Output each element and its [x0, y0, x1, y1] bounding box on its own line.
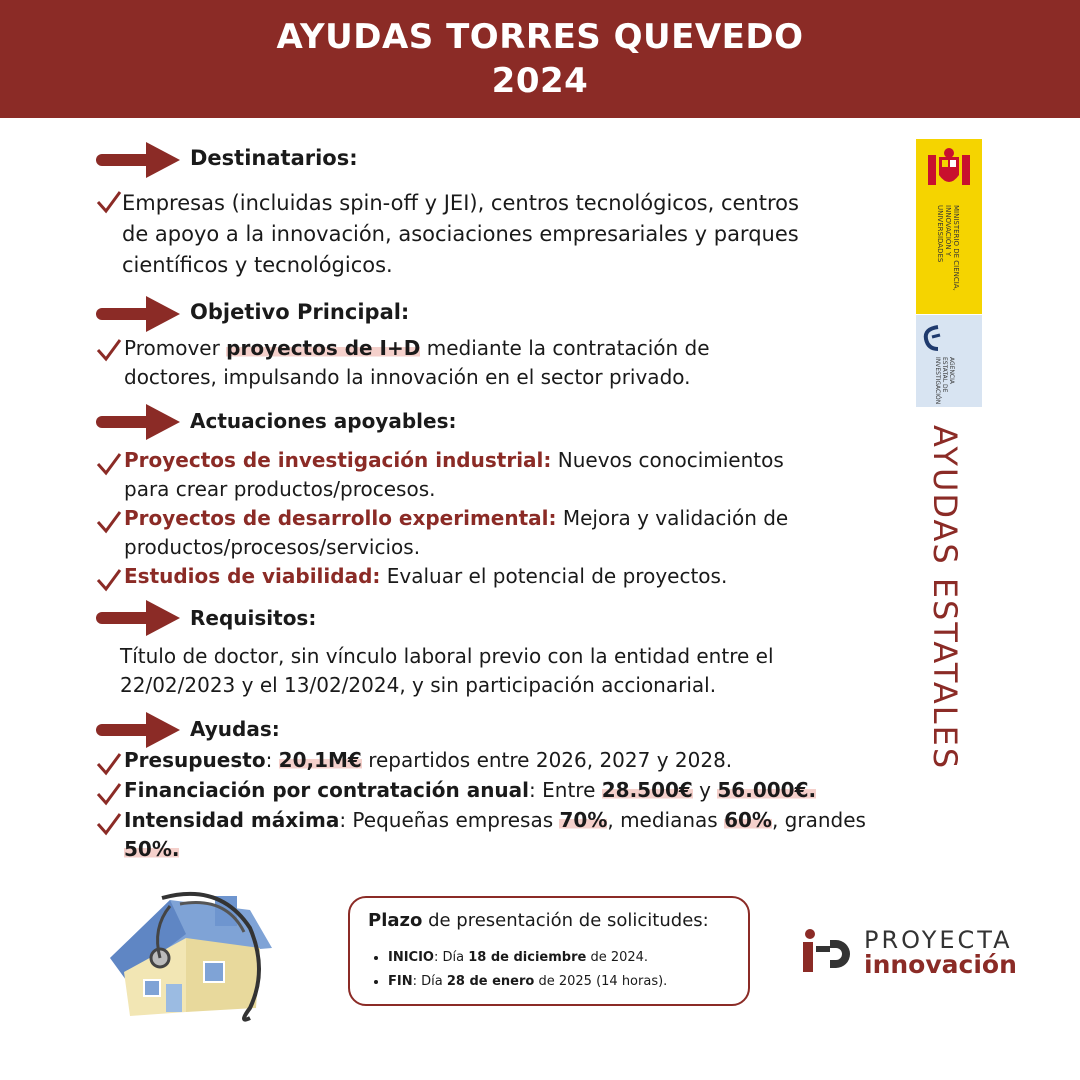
check-icon — [96, 752, 122, 776]
check-icon — [96, 510, 122, 534]
agencia-logo — [916, 315, 982, 407]
arrow-right-icon — [96, 598, 180, 638]
ayuda-intensidad: Intensidad máxima: Pequeñas empresas 70%, medianas 60%, grandes 50%. — [124, 808, 866, 861]
objetivo-text: Promover proyectos de I+D mediante la contratación de doctores, impulsando la innovación en el sector privado. — [124, 336, 710, 389]
actuacion-item: Estudios de viabilidad: Evaluar el potencial de proyectos. — [124, 564, 728, 588]
arrow-right-icon — [96, 140, 180, 180]
agencia-label: AGENCIA ESTATAL DE INVESTIGACIÓN — [934, 357, 955, 405]
actuacion-item: Proyectos de investigación industrial: Nuevos conocimientos para crear productos/procesos. — [124, 448, 784, 501]
section-title-objetivo: Objetivo Principal: — [190, 300, 410, 324]
requisitos-text: Título de doctor, sin vínculo laboral previo con la entidad entre el 22/02/2023 y el 13/02/2024, y sin participación accionarial. — [120, 644, 774, 697]
ayuda-financiacion: Financiación por contratación anual: Entre 28.500€ y 56.000€. — [124, 778, 817, 802]
header-banner — [0, 0, 1080, 118]
side-label: AYUDAS ESTATALES — [926, 425, 964, 771]
section-title-destinatarios: Destinatarios: — [190, 146, 358, 170]
plazo-list — [368, 946, 730, 994]
house-stethoscope-illustration — [100, 888, 280, 1028]
ministerio-label: MINISTERIO DE CIENCIA, INNOVACIÓN Y UNIVERSIDADES — [936, 205, 960, 291]
section-title-ayudas: Ayudas: — [190, 717, 280, 741]
plazo-box — [348, 896, 750, 1006]
destinatarios-text: Empresas (incluidas spin-off y JEI), centros tecnológicos, centros de apoyo a la innovación, asociaciones empresariales y parques científicos y tecnológicos. — [122, 191, 799, 277]
brand-bottom-text: innovación — [864, 950, 1017, 979]
check-icon — [96, 568, 122, 592]
brand-mark-icon — [800, 928, 856, 976]
aei-emblem-icon — [922, 323, 942, 353]
check-icon — [96, 812, 122, 836]
check-icon — [96, 190, 122, 214]
brand-top-text: PROYECTA — [864, 926, 1013, 954]
plazo-title: Plazo de presentación de solicitudes: — [368, 910, 709, 931]
actuacion-item: Proyectos de desarrollo experimental: Mejora y validación de productos/procesos/servicios. — [124, 506, 789, 559]
check-icon — [96, 452, 122, 476]
arrow-right-icon — [96, 294, 180, 334]
section-title-requisitos: Requisitos: — [190, 606, 317, 630]
page-title: AYUDAS TORRES QUEVEDO — [276, 17, 804, 57]
plazo-item-fin: • FIN: Día 28 de enero de 2025 (14 horas). — [388, 970, 730, 994]
ministerio-logo — [916, 139, 982, 314]
plazo-item-inicio: • INICIO: Día 18 de diciembre de 2024. — [388, 946, 730, 970]
proyecta-innovacion-logo — [800, 926, 1060, 982]
ayuda-presupuesto: Presupuesto: 20,1M€ repartidos entre 2026, 2027 y 2028. — [124, 748, 733, 772]
section-title-actuaciones: Actuaciones apoyables: — [190, 409, 457, 433]
arrow-right-icon — [96, 710, 180, 750]
objetivo-highlight: proyectos de I+D — [226, 336, 421, 360]
check-icon — [96, 338, 122, 362]
check-icon — [96, 782, 122, 806]
page-year: 2024 — [491, 61, 589, 101]
arrow-right-icon — [96, 402, 180, 442]
coat-of-arms-icon — [924, 147, 974, 193]
